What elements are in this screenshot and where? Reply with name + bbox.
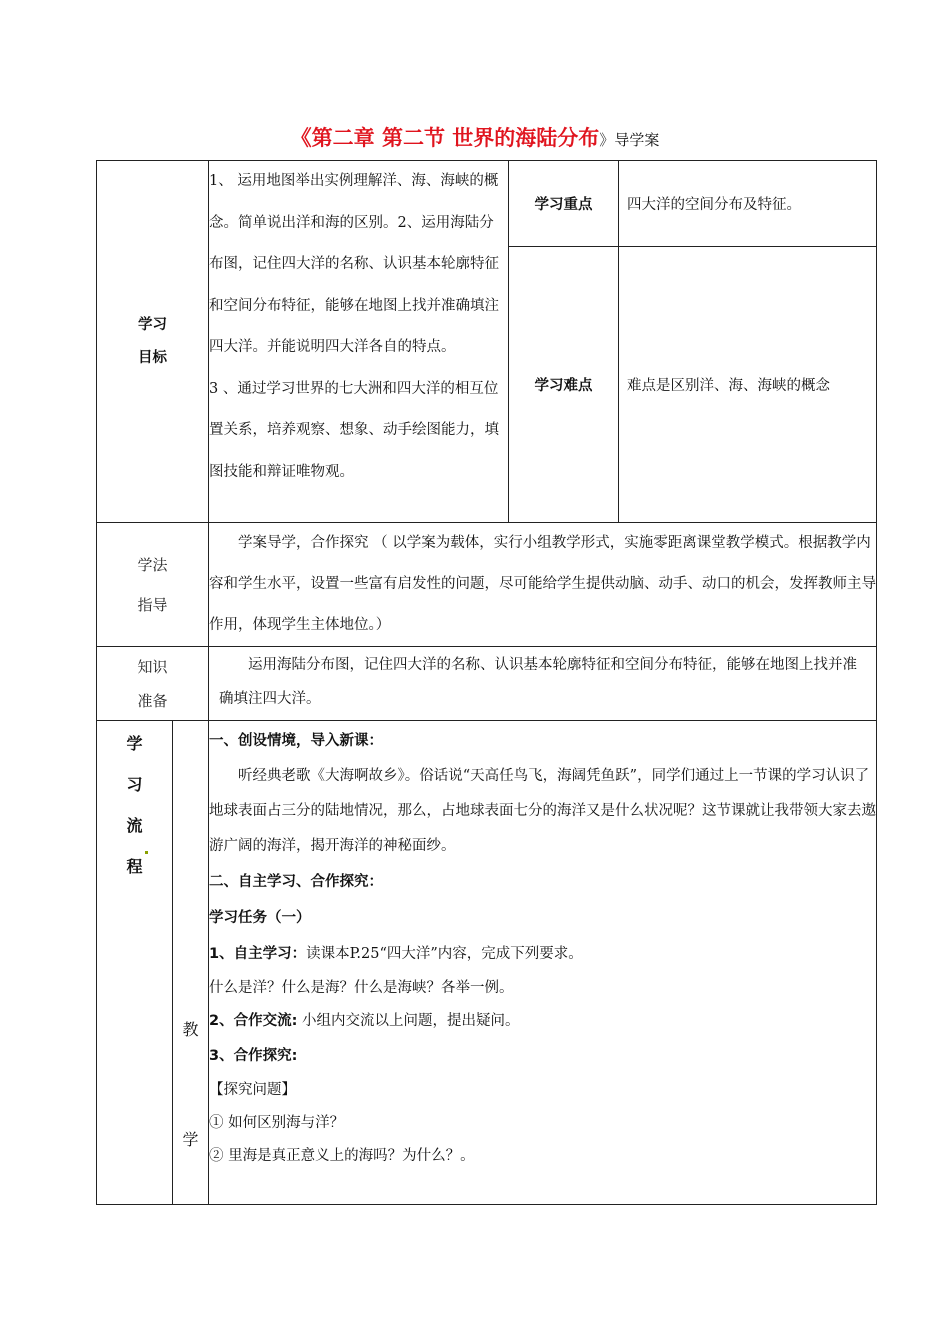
section1-text: 听经典老歌《大海啊故乡》。俗话说“天高任鸟飞，海阔凭鱼跃”，同学们通过上一节课的学习认识了地球表面占三分的陆地情况，那么，占地球表面七分的海洋又是什么状况呢？这节课就让我带领大家去遨游广阔的海洋，揭开海洋的神秘面纱。 xyxy=(209,768,876,854)
task1-title: 学习任务（一） xyxy=(209,910,311,926)
row-process xyxy=(97,721,877,1205)
title-suffix: 导学案 xyxy=(614,131,660,149)
process-content xyxy=(209,721,877,1205)
teaching-label-char-1: 教 xyxy=(182,1020,199,1039)
process-label-char-1: 学 xyxy=(126,734,143,753)
method-label xyxy=(97,523,209,647)
knowledge-label-line2: 准备 xyxy=(137,691,168,710)
goals-label xyxy=(97,161,209,523)
difficulty-value: 难点是区别洋、海、海峡的概念 xyxy=(627,378,830,394)
method-label-line1: 学法 xyxy=(137,555,168,574)
teaching-label-char-2: 学 xyxy=(182,1130,199,1149)
method-text: 学案导学，合作探究 （ 以学案为载体，实行小组教学形式，实施零距离课堂教学模式。根据教学内容和学生水平，设置一些富有启发性的问题，尽可能给学生提供动脑、动手、动口的机会，发挥教师主导作用，体现学生主体地位。） xyxy=(209,523,877,647)
teaching-label xyxy=(173,721,209,1205)
item1 xyxy=(209,936,876,972)
process-label-char-4: 程 xyxy=(126,857,143,876)
row-goals-keypoint xyxy=(97,161,877,247)
explore-title: 【探究问题】 xyxy=(209,1082,296,1098)
process-label-char-3: 流 xyxy=(126,816,143,835)
item1-text: 读课本P.25“四大洋”内容，完成下列要求。 xyxy=(306,946,583,962)
stray-mark xyxy=(145,851,148,854)
method-label-line2: 指导 xyxy=(137,595,168,614)
key-point-text xyxy=(619,161,877,247)
section2-title: 二、自主学习、合作探究： xyxy=(209,874,383,890)
knowledge-label xyxy=(97,647,209,721)
key-point-label: 学习重点 xyxy=(509,161,619,247)
item1-head: 1、自主学习： xyxy=(209,946,307,962)
process-label xyxy=(97,721,173,1205)
knowledge-text: 运用海陆分布图，记住四大洋的名称、认识基本轮廓特征和空间分布特征，能够在地图上找并准确填注四大洋。 xyxy=(209,647,877,721)
title-main: 《第二章 第二节 世界的海陆分布 xyxy=(290,126,600,150)
question-1: ① 如何区别海与洋？ xyxy=(209,1115,345,1131)
row-knowledge xyxy=(97,647,877,721)
row-method xyxy=(97,523,877,647)
item1-question: 什么是洋？什么是海？什么是海峡？各举一例。 xyxy=(209,980,514,996)
goals-paragraph-2: 3 、通过学习世界的七大洲和四大洋的相互位置关系，培养观察、想象、动手绘图能力，填图技能和辩证唯物观。 xyxy=(209,380,499,480)
question-2: ② 里海是真正意义上的海吗？为什么？。 xyxy=(209,1148,475,1164)
process-label-char-2: 习 xyxy=(126,775,143,794)
item3-head: 3、合作探究: xyxy=(209,1048,298,1064)
knowledge-label-line1: 知识 xyxy=(137,657,168,676)
document-title xyxy=(0,122,950,152)
difficulty-label: 学习难点 xyxy=(509,247,619,523)
item2 xyxy=(209,1005,876,1038)
lesson-plan-table xyxy=(96,160,877,1205)
goals-label-line2: 目标 xyxy=(138,349,167,366)
goals-label-line1: 学习 xyxy=(138,316,167,333)
item2-text: 小组内交流以上问题，提出疑问。 xyxy=(297,1013,520,1029)
section1-title: 一、创设情境，导入新课： xyxy=(209,733,383,749)
goals-content xyxy=(209,161,509,523)
key-point-value: 四大洋的空间分布及特征。 xyxy=(627,197,801,213)
difficulty-text xyxy=(619,247,877,523)
goals-paragraph-1: 1、 运用地图举出实例理解洋、海、海峡的概念。简单说出洋和海的区别。2、运用海陆分布图，记住四大洋的名称、认识基本轮廓特征和空间分布特征，能够在地图上找并准确填注四大洋。并能说明四大洋各自的特点。 xyxy=(209,173,499,355)
title-close: 》 xyxy=(599,131,615,149)
item2-head: 2、合作交流: xyxy=(209,1013,298,1029)
